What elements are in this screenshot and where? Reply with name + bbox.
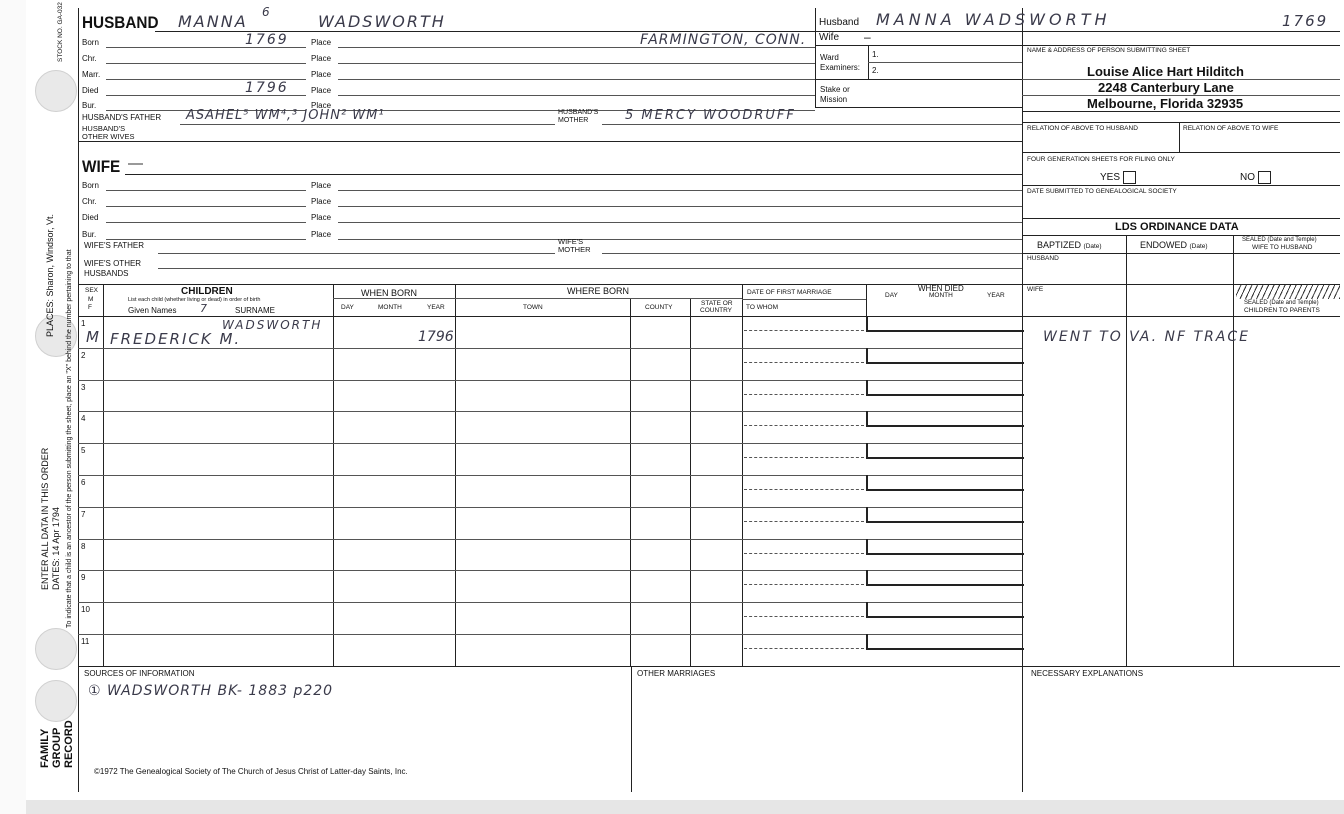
rule [815, 31, 1340, 32]
place-label: Place [311, 54, 332, 63]
husband-bur-label: Bur. [82, 101, 97, 110]
husband-born-place[interactable]: FARMINGTON, CONN. [640, 32, 807, 48]
marriage-date-line [744, 457, 864, 458]
husband-mother-label-2: MOTHER [558, 117, 589, 124]
page-bottom-shade [0, 800, 1344, 814]
rule [1022, 316, 1340, 317]
ordinance-wife-row: WIFE [1027, 286, 1044, 293]
place-label: Place [311, 213, 332, 222]
other-marriages-label: OTHER MARRIAGES [637, 669, 716, 678]
child-row-number: 10 [81, 605, 90, 615]
rule [338, 47, 815, 48]
state-label-2: COUNTRY [700, 307, 733, 314]
child-row-number: 1 [81, 319, 86, 328]
rule [602, 124, 1022, 125]
husband-generation: 6 [262, 5, 272, 19]
rule [106, 47, 306, 48]
sealed-wife-1: SEALED (Date and Temple) [1242, 237, 1317, 243]
husband-marr-label: Marr. [82, 70, 101, 79]
stake-label: Stake or [820, 85, 850, 94]
wife-bur-label: Bur. [82, 230, 97, 239]
marriage-date-line [744, 553, 864, 554]
yes-option[interactable] [1100, 171, 1136, 184]
rule [338, 206, 1022, 207]
when-born-label: WHEN BORN [361, 288, 417, 298]
yes-checkbox[interactable] [1123, 171, 1136, 184]
rule [78, 284, 1022, 285]
child-sex[interactable]: M [86, 328, 101, 346]
died-year: YEAR [987, 292, 1005, 299]
date-submitted-label: DATE SUBMITTED TO GENEALOGICAL SOCIETY [1027, 188, 1177, 195]
rule [742, 299, 866, 300]
rule [333, 298, 455, 299]
children-label: CHILDREN [181, 286, 233, 297]
rule [180, 124, 555, 125]
surname-label: SURNAME [235, 306, 276, 315]
column-divider [815, 8, 816, 108]
town-label: TOWN [523, 304, 543, 311]
summary-husband-value[interactable]: MANNA WADSWORTH [876, 10, 1111, 29]
marriage-date-line [744, 616, 864, 617]
rule [338, 190, 1022, 191]
examiners-label: Examiners: [820, 63, 861, 72]
rule [1022, 79, 1340, 80]
death-date-box[interactable] [866, 634, 1024, 650]
first-marriage-label: DATE OF FIRST MARRIAGE [747, 289, 832, 296]
summary-husband-label: Husband [819, 17, 860, 28]
place-label: Place [311, 70, 332, 79]
husband-chr-label: Chr. [82, 54, 97, 63]
wife-other-husbands-2: HUSBANDS [84, 269, 129, 278]
ward-label: Ward [820, 53, 839, 62]
rule [1022, 185, 1340, 186]
child-row-number: 6 [81, 478, 86, 487]
submitter-name[interactable]: Louise Alice Hart Hilditch [1087, 64, 1244, 79]
child-row-number: 4 [81, 414, 86, 424]
submitter-city[interactable]: Melbourne, Florida 32935 [1087, 96, 1244, 111]
place-label: Place [311, 181, 332, 190]
form-left-border [78, 8, 79, 792]
husband-father-label: HUSBAND'S FATHER [82, 113, 162, 122]
child-row-number: 2 [81, 350, 86, 360]
endowed-date: (Date) [1189, 243, 1208, 250]
rule [455, 298, 742, 299]
child-row-number: 9 [81, 573, 86, 583]
relation-wife: RELATION OF ABOVE TO WIFE [1183, 125, 1279, 132]
binder-hole [35, 680, 77, 722]
child-row-number: 3 [81, 382, 86, 392]
death-date-box[interactable] [866, 507, 1024, 523]
rule [690, 298, 691, 666]
wife-mother-label-2: MOTHER [558, 245, 591, 254]
place-label: Place [311, 197, 332, 206]
column-divider [1022, 8, 1023, 792]
marriage-date-line [744, 521, 864, 522]
rule [1022, 111, 1340, 112]
sex-label: SEX [85, 287, 99, 294]
rule [78, 141, 1022, 142]
rule [866, 284, 867, 316]
baptized-date: (Date) [1083, 243, 1102, 250]
county-label: COUNTY [645, 304, 673, 311]
rule [158, 268, 1022, 269]
death-date-box[interactable] [866, 570, 1024, 586]
place-label: Place [311, 38, 332, 47]
rule [106, 239, 306, 240]
child-birth-year[interactable]: 1796 [418, 329, 454, 345]
rule [1179, 122, 1180, 152]
husband-died-label: Died [82, 86, 99, 95]
death-date-box[interactable] [866, 380, 1024, 396]
side-enter-order: ENTER ALL DATA IN THIS ORDER [40, 447, 50, 590]
sealed-children-1: SEALED (Date and Temple) [1244, 300, 1319, 306]
ordinance-note[interactable]: WENT TO VA. NF TRACE [1043, 329, 1251, 345]
summary-wife-label: Wife [819, 32, 839, 43]
death-date-box[interactable] [866, 316, 1024, 332]
sex-m: M [88, 296, 94, 303]
summary-husband-year[interactable]: 1769 [1282, 12, 1329, 30]
rule [868, 62, 1022, 63]
wife-mother-label-1: WIFE'S [558, 237, 584, 246]
died-month: MONTH [929, 292, 953, 299]
sealed-wife-2: WIFE TO HUSBAND [1252, 244, 1313, 251]
side-places: PLACES: Sharon, Windsor, Vt. [45, 213, 55, 337]
rule [338, 222, 1022, 223]
summary-wife-value[interactable]: – [864, 30, 871, 44]
given-names-label: Given Names [128, 306, 177, 315]
rule [630, 298, 631, 666]
death-date-box[interactable] [866, 348, 1024, 364]
rule [1022, 253, 1340, 254]
husband-died-value[interactable]: 1796 [245, 80, 289, 96]
rule [1233, 235, 1234, 666]
binder-hole [35, 628, 77, 670]
endowed-text: ENDOWED [1140, 240, 1187, 250]
husband-born-value[interactable]: 1769 [245, 32, 289, 48]
rule [106, 190, 306, 191]
rule [78, 666, 1340, 667]
sex-f: F [88, 304, 92, 311]
rule [338, 239, 1022, 240]
side-dates: DATES: 14 Apr 1794 [51, 507, 61, 590]
marriage-date-line [744, 648, 864, 649]
died-day: DAY [885, 292, 898, 299]
child-surname[interactable]: WADSWORTH [222, 318, 323, 332]
rule [1022, 235, 1340, 236]
no-option[interactable] [1240, 171, 1271, 184]
husband-father-value[interactable]: ASAHEL⁵ WM⁴,³ JOHN² WM¹ [186, 108, 385, 123]
marriage-date-line [744, 425, 864, 426]
rule [106, 222, 306, 223]
no-label: NO [1240, 172, 1255, 184]
born-month: MONTH [378, 304, 402, 311]
baptized-label [1037, 241, 1102, 251]
place-label: Place [311, 230, 332, 239]
stock-number: STOCK NO. GA-032 [57, 2, 64, 62]
marriage-date-line [744, 489, 864, 490]
where-born-label: WHERE BORN [567, 286, 630, 296]
submitter-header: NAME & ADDRESS OF PERSON SUBMITTING SHEET [1027, 47, 1191, 54]
ordinance-husband-row: HUSBAND [1027, 255, 1059, 262]
yes-label: YES [1100, 172, 1121, 184]
rule [106, 206, 306, 207]
child-given-name[interactable]: FREDERICK M. [110, 330, 242, 348]
binder-hole [35, 70, 77, 112]
rule [106, 63, 306, 64]
necessary-explanations-label: NECESSARY EXPLANATIONS [1031, 669, 1144, 678]
marriage-date-line [744, 584, 864, 585]
husband-label: HUSBAND [82, 13, 159, 32]
born-year: YEAR [427, 304, 445, 311]
when-died-label: WHEN DIED [918, 284, 964, 293]
husband-other-wives-1: HUSBAND'S [82, 124, 126, 133]
rule [106, 95, 306, 96]
wife-born-label: Born [82, 181, 99, 190]
death-date-box[interactable] [866, 539, 1024, 555]
marriage-date-line [744, 394, 864, 395]
marriage-date-line [744, 330, 864, 331]
husband-mother-label-1: HUSBAND'S [558, 109, 599, 116]
rule [338, 63, 815, 64]
wife-father-label: WIFE'S FATHER [84, 241, 145, 250]
husband-mother-value[interactable]: 5 MERCY WOODRUFF [625, 108, 796, 123]
rule [815, 107, 1022, 108]
form-title-family: FAMILY [39, 728, 51, 768]
child-row-number: 7 [81, 509, 86, 519]
copyright: ©1972 The Genealogical Society of The Church of Jesus Christ of Latter-day Saints, Inc. [94, 767, 408, 776]
death-date-box[interactable] [866, 411, 1024, 427]
baptized-text: BAPTIZED [1037, 240, 1082, 250]
rule [338, 95, 815, 96]
death-date-box[interactable] [866, 443, 1024, 459]
husband-surname[interactable]: WADSWORTH [318, 12, 446, 31]
submitter-street[interactable]: 2248 Canterbury Lane [1098, 80, 1234, 95]
form-title-record: RECORD [63, 720, 75, 768]
rule [1022, 95, 1340, 96]
rule [125, 174, 1022, 175]
no-checkbox[interactable] [1258, 171, 1271, 184]
sealed-hatch [1236, 285, 1340, 299]
relation-husband: RELATION OF ABOVE TO HUSBAND [1027, 125, 1138, 132]
sources-label: SOURCES OF INFORMATION [84, 669, 195, 678]
rule [1022, 122, 1340, 123]
wife-value[interactable]: — [128, 155, 143, 172]
husband-given-name[interactable]: MANNA [178, 12, 248, 31]
rule [338, 79, 815, 80]
four-gen-label: FOUR GENERATION SHEETS FOR FILING ONLY [1027, 156, 1175, 163]
wife-chr-label: Chr. [82, 197, 97, 206]
examiner-2[interactable]: 2. [872, 66, 879, 75]
sources-value[interactable]: ① WADSWORTH BK- 1883 p220 [88, 683, 334, 699]
rule [158, 253, 555, 254]
rule [815, 79, 1022, 80]
page-left-shade [0, 0, 26, 814]
wife-label: WIFE [82, 157, 121, 176]
sealed-children-2: CHILDREN TO PARENTS [1244, 307, 1320, 314]
husband-other-wives-2: OTHER WIVES [82, 132, 135, 141]
husband-born-label: Born [82, 38, 99, 47]
death-date-box[interactable] [866, 602, 1024, 618]
rule [815, 45, 1340, 46]
child-row-number: 5 [81, 446, 86, 456]
marriage-date-line [744, 362, 864, 363]
born-day: DAY [341, 304, 354, 311]
wife-other-husbands-1: WIFE'S OTHER [84, 259, 142, 268]
rule [1022, 152, 1340, 153]
child-row-number: 11 [81, 637, 90, 646]
child-row-number: 8 [81, 541, 86, 551]
to-whom-label: TO WHOM [746, 304, 779, 311]
rule [602, 253, 1022, 254]
state-label-1: STATE OR [701, 300, 733, 307]
rule [1126, 235, 1127, 666]
place-label: Place [311, 101, 332, 110]
children-sub: List each child (whether living or dead) in order of birth [128, 297, 261, 303]
death-date-box[interactable] [866, 475, 1024, 491]
examiner-1[interactable]: 1. [872, 50, 879, 59]
endowed-label [1140, 241, 1208, 251]
mission-label: Mission [820, 95, 848, 104]
wife-died-label: Died [82, 213, 99, 222]
side-instruction: To indicate that a child is an ancestor of the person submitting the sheet, place an "X" behind the number pertaining to that [66, 249, 73, 628]
place-label: Place [311, 86, 332, 95]
rule [631, 666, 632, 792]
rule [1022, 218, 1340, 219]
ordinance-title: LDS ORDINANCE DATA [1115, 221, 1239, 233]
given-names-mark: 7 [200, 302, 209, 315]
form-title-group: GROUP [51, 727, 63, 768]
